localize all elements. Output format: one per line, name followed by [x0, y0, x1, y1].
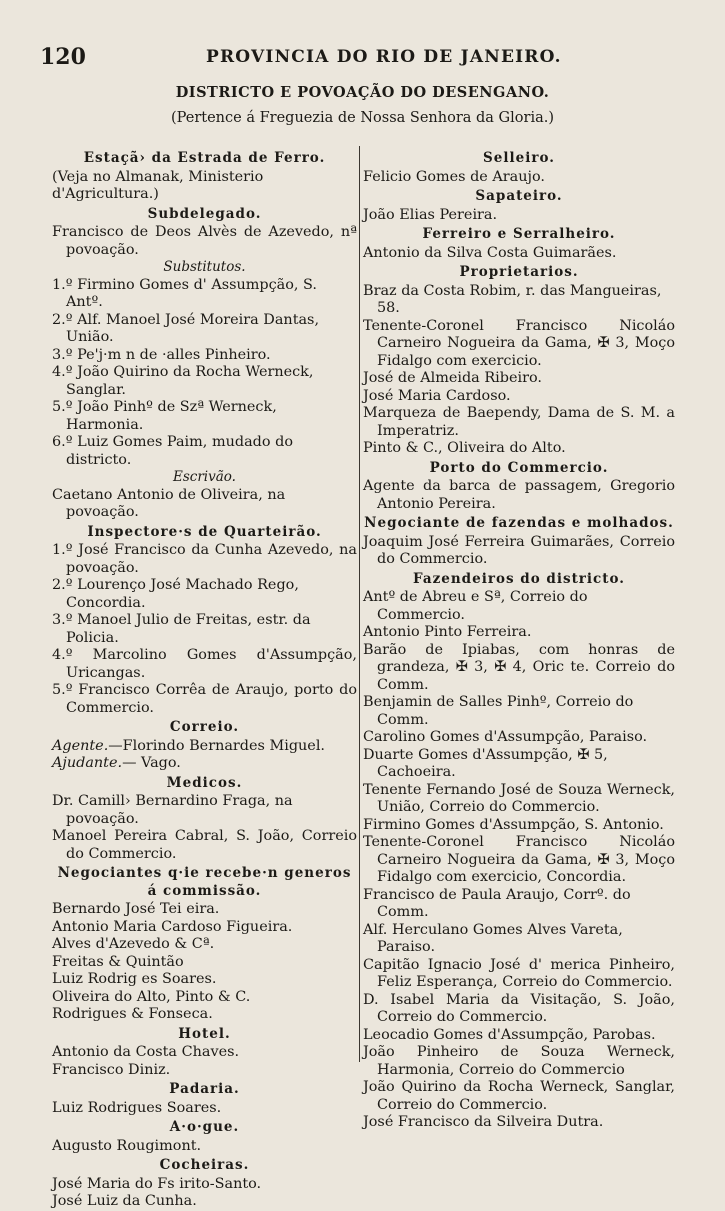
section-heading: Hotel. [178, 1025, 231, 1042]
section-heading: Correio. [169, 719, 240, 735]
list-item: Manoel Pereira Cabral, S. João, Correio do Commercio. [52, 828, 357, 862]
list-item: Firmino Gomes d'Assumpção, S. Antonio. [363, 816, 664, 833]
list-item: Felicio Gomes de Araujo. [363, 168, 545, 185]
list-item: Antonio Maria Cardoso Figueira. [52, 918, 293, 935]
section-heading: Selleiro. [483, 150, 555, 166]
list-item: Luiz Rodrigues Soares. [52, 1099, 222, 1116]
list-item: 3.º Pe'j·m n de ·alles Pinheiro. [52, 346, 271, 363]
list-item: Rodrigues & Fonseca. [52, 1006, 213, 1022]
section-heading: Estaçã› da Estrada de Ferro. [83, 150, 326, 166]
list-item: Duarte Gomes d'Assumpção, ✠ 5, Cachoeira. [363, 746, 608, 780]
section-heading: Proprietarios. [459, 264, 579, 280]
list-item: Braz da Costa Robim, r. das Mangueiras, 58. [363, 282, 662, 316]
list-item: João Pinheiro de Souza Werneck, Harmonia, Correio do Commercio [363, 1044, 675, 1078]
list-item: Antonio da Silva Costa Guimarães. [363, 244, 617, 261]
list-item: Francisco de Deos Alvès de Azevedo, nª povoação. [52, 224, 357, 258]
list-item: 2.º Lourenço José Machado Rego, Concordia. [52, 577, 299, 611]
page-title: PROVINCIA DO RIO DE JANEIRO. [206, 47, 562, 67]
list-item: Agente da barca de passagem, Gregorio Antonio Pereira. [363, 478, 675, 512]
list-item: José Luiz da Cunha. [52, 1193, 197, 1209]
agente-label: Agente. [52, 737, 109, 754]
list-item: Freitas & Quintão [52, 953, 184, 970]
ajudante-value: — Vago. [122, 755, 181, 771]
list-item: José Maria do Fs irito-Santo. [52, 1175, 262, 1192]
page-number: 120 [40, 44, 86, 70]
list-item: 4.º Marcolino Gomes d'Assumpção, Uricangas. [52, 647, 357, 681]
ajudante-label: Ajudante. [52, 755, 123, 771]
section-heading: Negociante de fazendas e molhados. [364, 515, 674, 531]
list-item: 1.º Firmino Gomes d' Assumpção, S. Antº. [52, 276, 317, 310]
list-item: 2.º Alf. Manoel José Moreira Dantas, União. [52, 311, 320, 345]
list-item: Alves d'Azevedo & Cª. [52, 936, 215, 952]
section-heading: Cocheiras. [159, 1157, 250, 1173]
list-item: Alf. Herculano Gomes Alves Vareta, Paraiso. [363, 921, 623, 955]
district-title: DISTRICTO E POVOAÇÃO DO DESENGANO. [175, 84, 550, 101]
section-heading: Medicos. [166, 774, 243, 791]
page-header [36, 44, 695, 70]
list-item: Luiz Rodrig es Soares. [52, 971, 217, 987]
list-item: 3.º Manoel Julio de Freitas, estr. da Policia. [52, 612, 311, 646]
list-item: Francisco Diniz. [52, 1061, 171, 1078]
list-item: Benjamin de Salles Pinhº, Correio do Comm. [363, 694, 634, 728]
list-item [52, 755, 357, 773]
section-heading: Escrivão. [173, 469, 236, 485]
list-item: 1.º José Francisco da Cunha Azevedo, na povoação. [52, 542, 357, 576]
list-item: 5.º João Pinhº de Szª Werneck, Harmonia. [52, 399, 277, 433]
list-item: Joaquim José Ferreira Guimarães, Correio do Commercio. [363, 533, 675, 567]
list-item: Tenente-Coronel Francisco Nicoláo Carneiro Nogueira da Gama, ✠ 3, Moço Fidalgo com exercicio. [363, 317, 675, 369]
left-column [52, 148, 357, 1211]
section-heading: Substitutos. [163, 259, 246, 275]
list-item: Tenente-Coronel Francisco Nicoláo Carneiro Nogueira da Gama, ✠ 3, Moço Fidalgo com exercicio, Concordia. [363, 834, 675, 885]
right-column [363, 148, 675, 1132]
list-item: Antº de Abreu e Sª, Correio do Commercio. [363, 589, 588, 623]
agente-value: —Florindo Bernardes Miguel. [108, 737, 326, 754]
list-item: Carolino Gomes d'Assumpção, Paraiso. [363, 729, 648, 745]
list-item: Leocadio Gomes d'Assumpção, Parobas. [363, 1026, 656, 1043]
section-heading: Negociantes q·ie recebe·n generos á commissão. [57, 865, 352, 899]
list-item: Francisco de Paula Araujo, Corrº. do Comm. [363, 886, 631, 920]
list-item: Tenente Fernando José de Souza Werneck, União, Correio do Commercio. [363, 781, 675, 815]
list-item: Caetano Antonio de Oliveira, na povoação. [52, 486, 286, 520]
column-divider [359, 146, 360, 1062]
list-item: 6.º Luiz Gomes Paim, mudado do districto. [52, 434, 293, 468]
section-heading: Padaria. [169, 1081, 240, 1097]
section-heading: Subdelegado. [147, 205, 262, 222]
section-heading: A·o·gue. [169, 1119, 240, 1135]
list-item: Pinto & C., Oliveira do Alto. [363, 440, 566, 456]
list-item: 5.º Francisco Corrêa de Araujo, porto do Commercio. [52, 682, 357, 716]
district-subtitle: (Pertence á Freguezia de Nossa Senhora da Gloria.) [171, 110, 554, 126]
list-item: Augusto Rougimont. [52, 1137, 202, 1154]
list-item: João Elias Pereira. [363, 206, 498, 223]
list-item: Bernardo José Tei eira. [52, 901, 220, 917]
list-item: Dr. Camill› Bernardino Fraga, na povoação. [52, 793, 293, 827]
list-item: (Veja no Almanak, Ministerio d'Agricultura.) [52, 168, 264, 202]
section-heading: Ferreiro e Serralheiro. [422, 226, 616, 242]
section-heading: Fazendeiros do districto. [413, 570, 625, 587]
section-heading: Sapateiro. [475, 188, 563, 204]
list-item: Antonio da Costa Chaves. [52, 1044, 240, 1060]
list-item: Oliveira do Alto, Pinto & C. [52, 988, 251, 1005]
list-item: João Quirino da Rocha Werneck, Sanglar, Correio do Commercio. [363, 1079, 675, 1113]
section-heading: Porto do Commercio. [429, 459, 609, 476]
list-item: José Francisco da Silveira Dutra. [363, 1114, 604, 1130]
list-item: Barão de Ipiabas, com honras de grandeza, ✠ 3, ✠ 4, Oric te. Correio do Comm. [363, 641, 675, 693]
list-item: Antonio Pinto Ferreira. [363, 624, 532, 640]
list-item: Capitão Ignacio José d' merica Pinheiro, Feliz Esperança, Correio do Commercio. [363, 956, 675, 990]
list-item: José Maria Cardoso. [363, 387, 511, 404]
section-heading: Inspectore·s de Quarteirão. [87, 523, 322, 540]
list-item: D. Isabel Maria da Visitação, S. João, Correio do Commercio. [363, 991, 675, 1025]
list-item [52, 738, 357, 756]
list-item: José de Almeida Ribeiro. [363, 370, 542, 386]
list-item: Marqueza de Baependy, Dama de S. M. a Imperatriz. [363, 405, 675, 439]
list-item: 4.º João Quirino da Rocha Werneck, Sanglar. [52, 364, 314, 398]
